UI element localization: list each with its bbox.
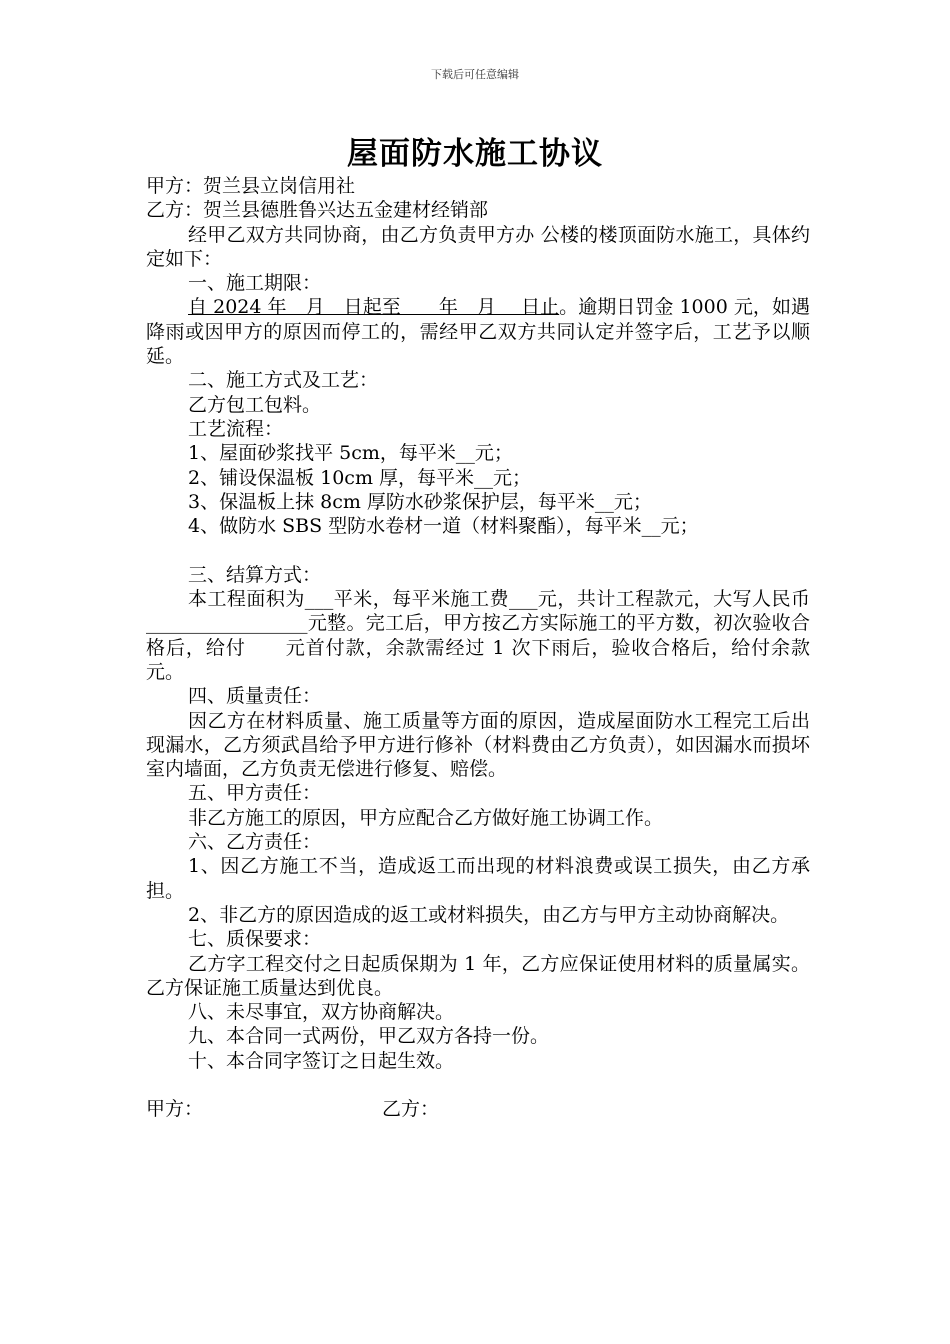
section-1-heading: 一、施工期限： (188, 272, 322, 295)
process-step-2: 2、铺设保温板 10cm 厚，每平米__元； (188, 466, 532, 489)
blank-line (146, 538, 810, 562)
party-a-signature: 甲方： (146, 1098, 204, 1121)
section-3-text: 本工程面积为___平米，每平米施工费___元，共计工程款元，大写人民币_________________元整。完工后，甲方按乙方实际施工的平方数，初次验收合格后，给付 元首付款，余款需经过 1 次下雨后，验收合格后，给付余款 元。 (146, 588, 849, 683)
section-4-text: 因乙方在材料质量、施工质量等方面的原因，造成屋面防水工程完工后出现漏水，乙方须武昌给予甲方进行修补（材料费由乙方负责），如因漏水而损坏室内墙面，乙方负责无偿进行修复、赔偿。 (146, 709, 810, 781)
section-4-heading: 四、质量责任： (188, 685, 322, 708)
intro-paragraph: 经甲乙双方共同协商，由乙方负责甲方办 公楼的楼顶面防水施工，具体约定如下： (146, 223, 810, 270)
section-1-paragraph (146, 295, 810, 368)
section-6-item-1: 1、因乙方施工不当，造成返工而出现的材料浪费或误工损失，由乙方承担。 (146, 855, 810, 902)
document-body (146, 174, 849, 1122)
contract-mode: 乙方包工包料。 (188, 393, 322, 416)
section-9: 九、本合同一式两份，甲乙双方各持一份。 (188, 1025, 550, 1048)
section-5-heading: 五、甲方责任： (188, 782, 322, 805)
party-b-line: 乙方：贺兰县德胜鲁兴达五金建材经销部 (146, 199, 489, 222)
document-title: 屋面防水施工协议 (347, 136, 603, 172)
process-step-4: 4、做防水 SBS 型防水卷材一道（材料聚酯），每平米__元； (188, 515, 699, 538)
process-step-3: 3、保温板上抹 8cm 厚防水砂浆保护层，每平米__元； (188, 490, 652, 513)
party-b-signature: 乙方： (382, 1098, 440, 1121)
section-1-rest: 。逾期日罚金 1000 元，如遇降雨或因甲方的原因而停工的，需经甲乙双方共同认定并签字后，工艺予以顺延。 (146, 296, 810, 368)
process-label: 工艺流程： (188, 417, 284, 440)
section-6-item-2: 2、非乙方的原因造成的返工或材料损失，由乙方与甲方主动协商解决。 (188, 903, 790, 926)
construction-period: 自 2024 年 月 日起至 年 月 日止 (188, 296, 560, 319)
section-3-heading: 三、结算方式： (188, 563, 322, 586)
section-5-text: 非乙方施工的原因，甲方应配合乙方做好施工协调工作。 (188, 806, 664, 829)
section-8: 八、未尽事宜，双方协商解决。 (188, 1001, 455, 1024)
section-7-heading: 七、质保要求： (188, 928, 322, 951)
signature-row (146, 1097, 810, 1121)
blank-line (146, 1073, 810, 1097)
header-note: 下载后可任意编辑 (431, 68, 519, 81)
party-a-line: 甲方：贺兰县立岗信用社 (146, 175, 356, 197)
section-6-heading: 六、乙方责任： (188, 831, 322, 854)
section-10: 十、本合同字签订之日起生效。 (188, 1049, 455, 1072)
section-2-heading: 二、施工方式及工艺： (188, 369, 379, 392)
section-7-text: 乙方字工程交付之日起质保期为 1 年，乙方应保证使用材料的质量属实。乙方保证施工质量达到优良。 (146, 952, 810, 999)
process-step-1: 1、屋面砂浆找平 5cm，每平米__元； (188, 442, 513, 465)
